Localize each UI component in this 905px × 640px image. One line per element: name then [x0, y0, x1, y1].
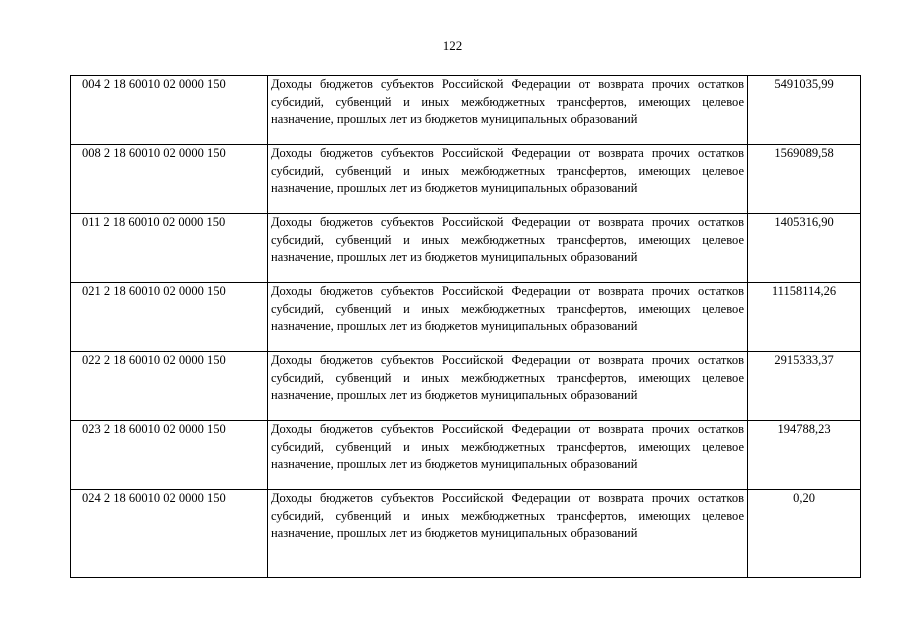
- table-row: [71, 214, 861, 283]
- revenue-code-cell: 004 2 18 60010 02 0000 150: [71, 76, 268, 145]
- revenue-amount-cell: 11158114,26: [748, 283, 861, 352]
- table-row: [71, 352, 861, 421]
- revenue-description-cell: Доходы бюджетов субъектов Российской Федерации от возврата прочих остатков субсидий, субвенций и иных межбюджетных трансфертов, имеющих целевое назначение, прошлых лет из бюджетов муниципальных образований: [268, 352, 748, 421]
- revenue-amount-cell: 194788,23: [748, 421, 861, 490]
- table-row: [71, 76, 861, 145]
- revenue-description-cell: Доходы бюджетов субъектов Российской Федерации от возврата прочих остатков субсидий, субвенций и иных межбюджетных трансфертов, имеющих целевое назначение, прошлых лет из бюджетов муниципальных образований: [268, 421, 748, 490]
- revenue-amount-cell: 0,20: [748, 490, 861, 578]
- table-row: [71, 421, 861, 490]
- revenue-description-cell: Доходы бюджетов субъектов Российской Федерации от возврата прочих остатков субсидий, субвенций и иных межбюджетных трансфертов, имеющих целевое назначение, прошлых лет из бюджетов муниципальных образований: [268, 76, 748, 145]
- revenue-description-cell: Доходы бюджетов субъектов Российской Федерации от возврата прочих остатков субсидий, субвенций и иных межбюджетных трансфертов, имеющих целевое назначение, прошлых лет из бюджетов муниципальных образований: [268, 490, 748, 578]
- revenue-code-cell: 011 2 18 60010 02 0000 150: [71, 214, 268, 283]
- revenue-amount-cell: 5491035,99: [748, 76, 861, 145]
- table-row: [71, 145, 861, 214]
- revenue-code-cell: 008 2 18 60010 02 0000 150: [71, 145, 268, 214]
- revenue-description-cell: Доходы бюджетов субъектов Российской Федерации от возврата прочих остатков субсидий, субвенций и иных межбюджетных трансфертов, имеющих целевое назначение, прошлых лет из бюджетов муниципальных образований: [268, 145, 748, 214]
- table-row: [71, 490, 861, 578]
- table-row: [71, 283, 861, 352]
- revenue-code-cell: 022 2 18 60010 02 0000 150: [71, 352, 268, 421]
- revenue-code-cell: 021 2 18 60010 02 0000 150: [71, 283, 268, 352]
- revenue-amount-cell: 2915333,37: [748, 352, 861, 421]
- revenue-code-cell: 023 2 18 60010 02 0000 150: [71, 421, 268, 490]
- revenue-amount-cell: 1569089,58: [748, 145, 861, 214]
- revenue-code-cell: 024 2 18 60010 02 0000 150: [71, 490, 268, 578]
- revenue-description-cell: Доходы бюджетов субъектов Российской Федерации от возврата прочих остатков субсидий, субвенций и иных межбюджетных трансфертов, имеющих целевое назначение, прошлых лет из бюджетов муниципальных образований: [268, 283, 748, 352]
- page-number: 122: [442, 38, 463, 53]
- budget-revenue-table: [70, 75, 861, 578]
- revenue-description-cell: Доходы бюджетов субъектов Российской Федерации от возврата прочих остатков субсидий, субвенций и иных межбюджетных трансфертов, имеющих целевое назначение, прошлых лет из бюджетов муниципальных образований: [268, 214, 748, 283]
- revenue-amount-cell: 1405316,90: [748, 214, 861, 283]
